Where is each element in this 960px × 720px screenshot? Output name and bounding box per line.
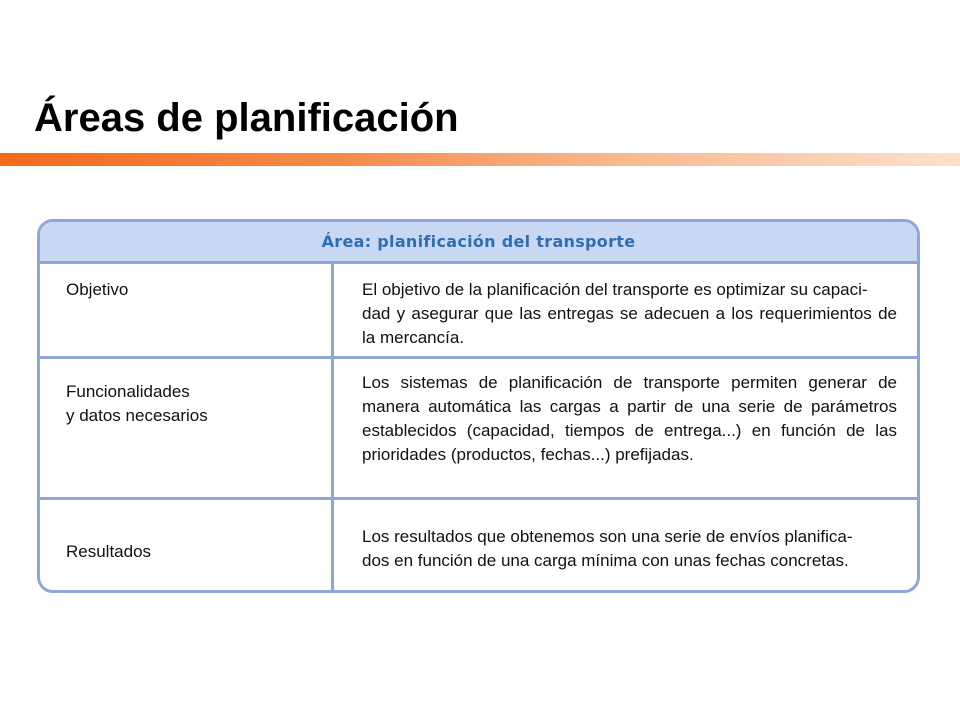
title-underline-bar	[0, 153, 960, 166]
row-text-resultados: Los resultados que obtenemos son una serie de envíos planifica- dos en función de una carga mínima con unas fechas concretas.	[362, 527, 853, 570]
table-frame	[37, 219, 920, 593]
table-header	[40, 222, 917, 264]
planning-area-table	[37, 219, 920, 593]
row-text-funcionalidades: Los sistemas de planificación de transporte permiten generar de manera automática las cargas a partir de una serie de parámetros establecidos (capacidad, tiempos de entrega...) en función de las prioridades (productos, fechas...) prefijadas.	[362, 373, 897, 464]
row-divider-2	[40, 497, 917, 500]
column-divider	[331, 264, 334, 590]
table-header-title: Área: planificación del transporte	[321, 232, 636, 251]
row-label-resultados: Resultados	[66, 542, 152, 561]
row-label-funcionalidades-line1: Funcionalidades	[66, 382, 190, 401]
slide-title: Áreas de planificación	[34, 96, 459, 140]
row-label-funcionalidades	[66, 380, 316, 428]
row-label-objetivo: Objetivo	[66, 280, 129, 299]
row-text-objetivo: El objetivo de la planificación del transporte es optimizar su capaci- dad y asegurar que las entregas se adecuen a los requerimientos de la mercancía.	[362, 280, 897, 347]
row-label-funcionalidades-line2: y datos necesarios	[66, 406, 208, 425]
row-divider-1	[40, 356, 917, 359]
